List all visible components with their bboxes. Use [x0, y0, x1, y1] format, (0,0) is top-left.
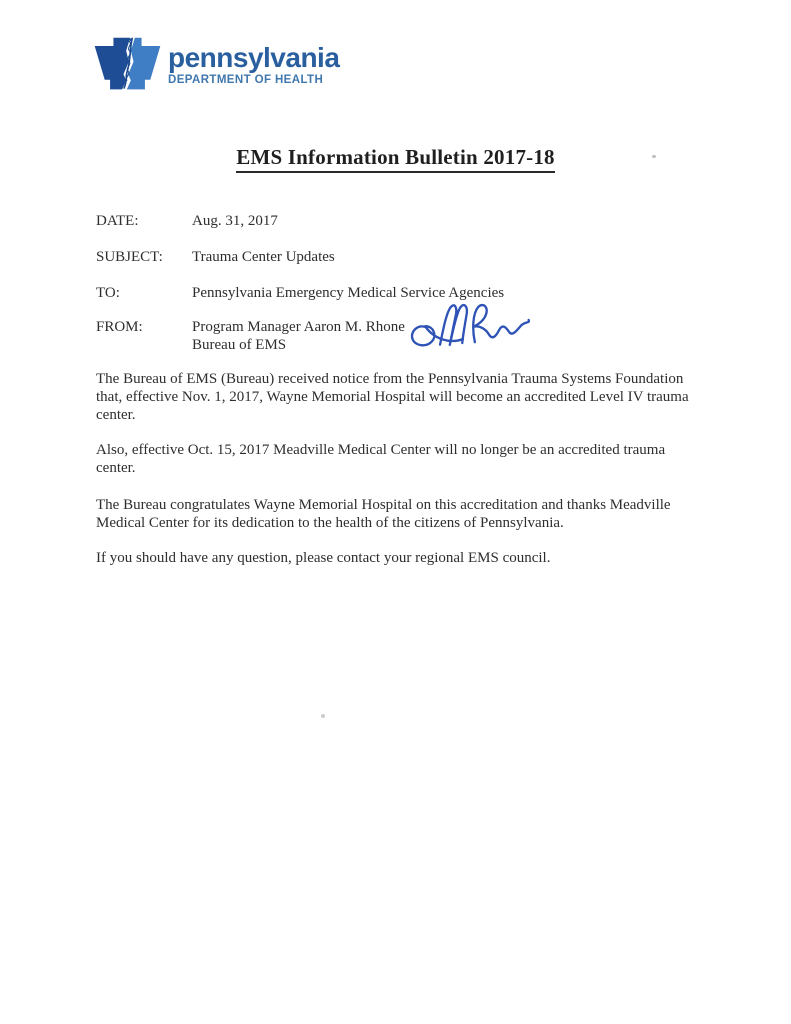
body-paragraph-3: The Bureau congratulates Wayne Memorial Hospital on this accreditation and thanks Meadville Medical Center for its dedication to the health of the citizens of Pennsylvania. — [96, 497, 671, 531]
pa-doh-logo — [94, 37, 339, 99]
meta-value-to: Pennsylvania Emergency Medical Service Agencies — [192, 285, 505, 301]
body-paragraph-2: Also, effective Oct. 15, 2017 Meadville Medical Center will no longer be an accredited trauma center. — [96, 442, 666, 476]
keystone-caduceus-icon — [94, 37, 161, 99]
meta-label-date: DATE: — [96, 213, 139, 229]
meta-value-date: Aug. 31, 2017 — [192, 213, 278, 229]
meta-value-subject: Trauma Center Updates — [192, 249, 335, 265]
meta-value-from-line1: Program Manager Aaron M. Rhone — [192, 319, 405, 335]
body-paragraph-1: The Bureau of EMS (Bureau) received notice from the Pennsylvania Trauma Systems Foundation that, effective Nov. 1, 2017, Wayne Memorial Hospital will become an accredited Level IV trauma center. — [96, 371, 689, 423]
logo-text-block — [168, 37, 339, 86]
meta-label-from: FROM: — [96, 319, 143, 335]
logo-wordmark: pennsylvania — [168, 42, 340, 73]
body-paragraph-4: If you should have any question, please contact your regional EMS council. — [96, 550, 551, 566]
title-wrap — [0, 145, 791, 173]
logo-subtitle: DEPARTMENT OF HEALTH — [168, 74, 324, 86]
scan-artifact-speck — [321, 714, 325, 718]
page-title: EMS Information Bulletin 2017-18 — [236, 145, 555, 173]
scan-artifact-speck — [652, 155, 656, 158]
meta-label-subject: SUBJECT: — [96, 249, 163, 265]
meta-label-to: TO: — [96, 285, 120, 301]
meta-value-from-line2: Bureau of EMS — [192, 337, 287, 353]
signature-ink — [404, 295, 534, 362]
